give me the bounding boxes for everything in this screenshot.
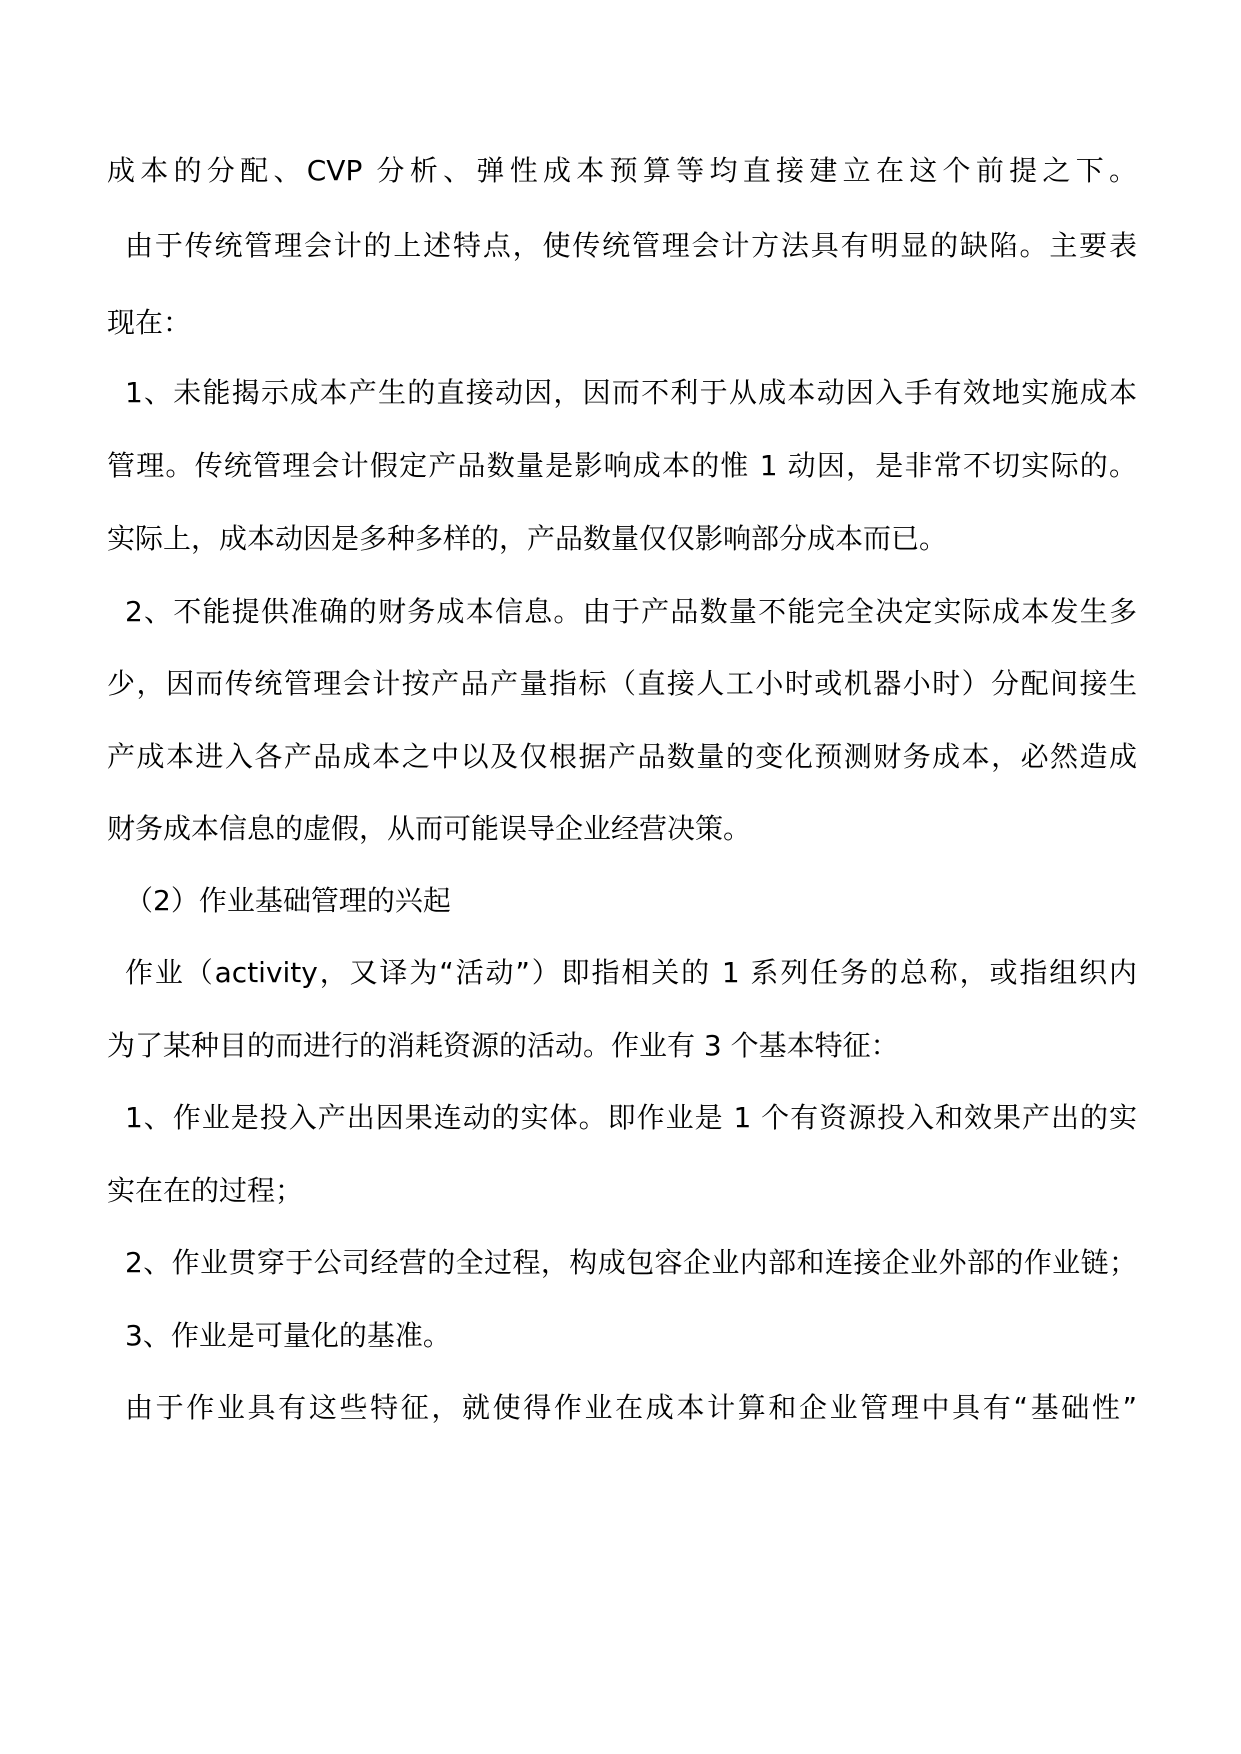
paragraph-start-line: 3、作业是可量化的基准。 bbox=[125, 1319, 451, 1352]
text-line: 实在在的过程； bbox=[107, 1174, 304, 1207]
paragraph-start-line: 2、不能提供准确的财务成本信息。由于产品数量不能完全决定实际成本发生多 bbox=[125, 595, 1137, 628]
paragraph-start-line: 作业（activity，又译为“活动”）即指相关的 1 系列任务的总称，或指组织内 bbox=[125, 956, 1137, 989]
text-line: 为了某种目的而进行的消耗资源的活动。作业有 3 个基本特征： bbox=[107, 1029, 899, 1062]
section-heading: （2）作业基础管理的兴起 bbox=[125, 884, 451, 917]
text-line: 实际上，成本动因是多种多样的，产品数量仅仅影响部分成本而已。 bbox=[107, 522, 948, 555]
paragraph-start-line: 2、作业贯穿于公司经营的全过程，构成包容企业内部和连接企业外部的作业链； bbox=[125, 1246, 1137, 1279]
paragraph-start-line: 由于作业具有这些特征，就使得作业在成本计算和企业管理中具有“基础性” bbox=[125, 1391, 1137, 1424]
text-line: 少，因而传统管理会计按产品产量指标（直接人工小时或机器小时）分配间接生 bbox=[107, 667, 1137, 700]
text-line: 现在： bbox=[107, 306, 192, 339]
paragraph-start-line: 1、作业是投入产出因果连动的实体。即作业是 1 个有资源投入和效果产出的实 bbox=[125, 1101, 1137, 1134]
text-line: 成本的分配、CVP 分析、弹性成本预算等均直接建立在这个前提之下。 bbox=[107, 154, 1137, 187]
text-line: 产成本进入各产品成本之中以及仅根据产品数量的变化预测财务成本，必然造成 bbox=[107, 740, 1137, 773]
paragraph-start-line: 由于传统管理会计的上述特点，使传统管理会计方法具有明显的缺陷。主要表 bbox=[125, 229, 1137, 262]
text-line: 财务成本信息的虚假，从而可能误导企业经营决策。 bbox=[107, 812, 752, 845]
text-line: 管理。传统管理会计假定产品数量是影响成本的惟 1 动因，是非常不切实际的。 bbox=[107, 449, 1137, 482]
paragraph-start-line: 1、未能揭示成本产生的直接动因，因而不利于从成本动因入手有效地实施成本 bbox=[125, 376, 1137, 409]
